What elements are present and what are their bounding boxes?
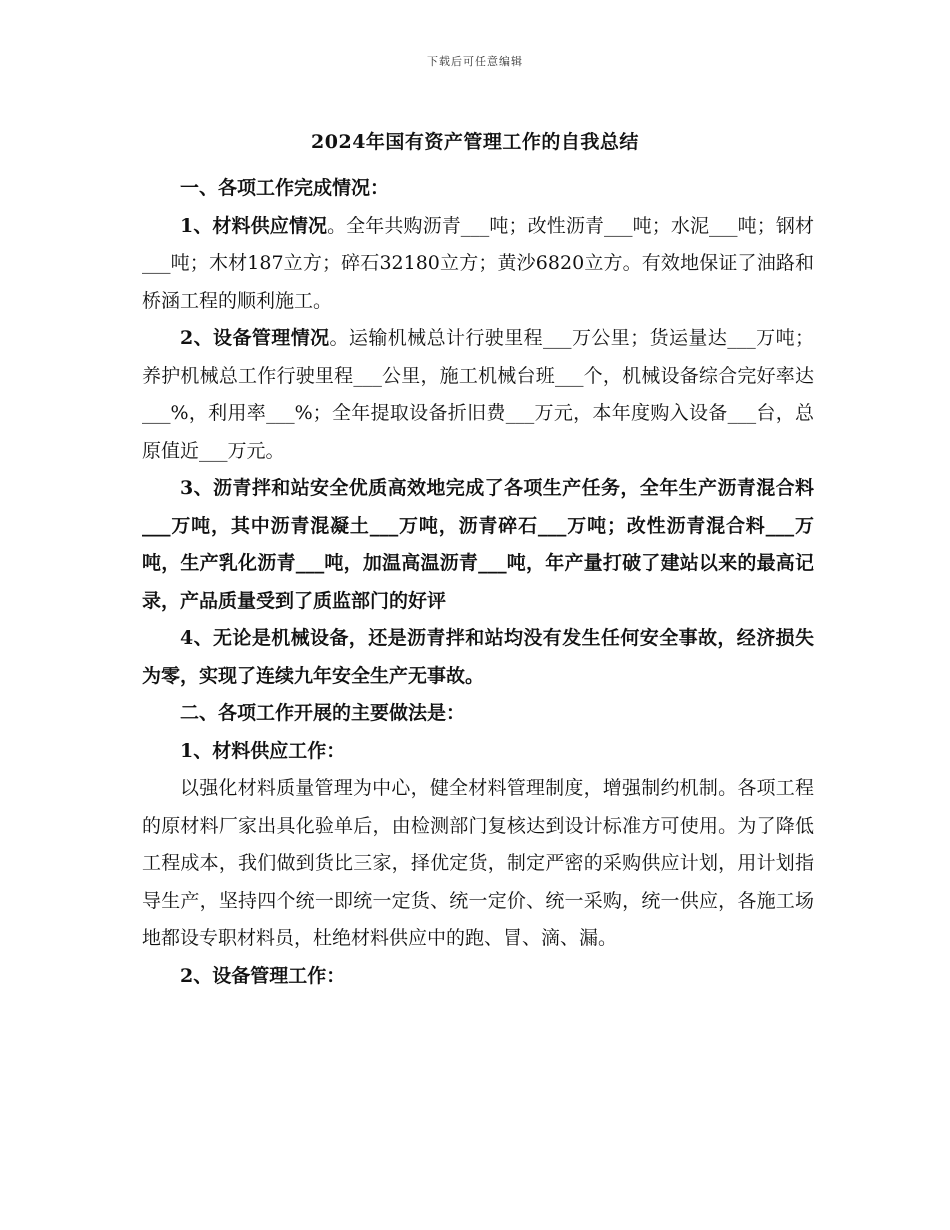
section2-heading: 二、各项工作开展的主要做法是：: [180, 702, 466, 724]
paragraph-lead: 2、设备管理情况: [180, 327, 330, 349]
paragraph-safety: 4、无论是机械设备，还是沥青拌和站均没有发生任何安全事故，经济损失为零，实现了连续九年安全生产无事故。: [142, 627, 814, 687]
section1-heading: 一、各项工作完成情况：: [180, 177, 390, 199]
paragraph-material-work: 以强化材料质量管理为中心，健全材料管理制度，增强制约机制。各项工程的原材料厂家出具化验单后，由检测部门复核达到设计标准方可使用。为了降低工程成本，我们做到货比三家，择优定货，制定严密的采购供应计划，用计划指导生产，坚持四个统一即统一定货、统一定价、统一采购，统一供应，各施工场地都设专职材料员，杜绝材料供应中的跑、冒、滴、漏。: [142, 777, 814, 949]
document-title: 2024年国有资产管理工作的自我总结: [311, 131, 639, 153]
paragraph-asphalt-station: 3、沥青拌和站安全优质高效地完成了各项生产任务，全年生产沥青混合料___万吨，其中沥青混凝土___万吨，沥青碎石___万吨；改性沥青混合料___万吨，生产乳化沥青___吨，加温高温沥青___吨，年产量打破了建站以来的最高记录，产品质量受到了质监部门的好评: [142, 477, 814, 612]
paragraph-material-supply: [142, 208, 814, 321]
header-note: 下载后可任意编辑: [427, 55, 523, 68]
paragraph-equipment-management: [142, 320, 814, 470]
paragraph-text: 。全年共购沥青___吨；改性沥青___吨；水泥___吨；钢材___吨；木材187立方；碎石32180立方；黄沙6820立方。有效地保证了油路和桥涵工程的顺利施工。: [142, 214, 814, 312]
paragraph-lead: 1、材料供应情况: [180, 214, 328, 237]
subsection1-heading: 1、材料供应工作：: [180, 739, 346, 762]
paragraph-text: 。运输机械总计行驶里程___万公里；货运量达___万吨；养护机械总工作行驶里程___公里，施工机械台班___个，机械设备综合完好率达___%，利用率___%；全年提取设备折旧费___万元，本年度购入设备___台，总原值近___万元。: [142, 327, 814, 462]
document-body: [142, 170, 814, 995]
subsection2-heading: 2、设备管理工作：: [180, 964, 346, 987]
